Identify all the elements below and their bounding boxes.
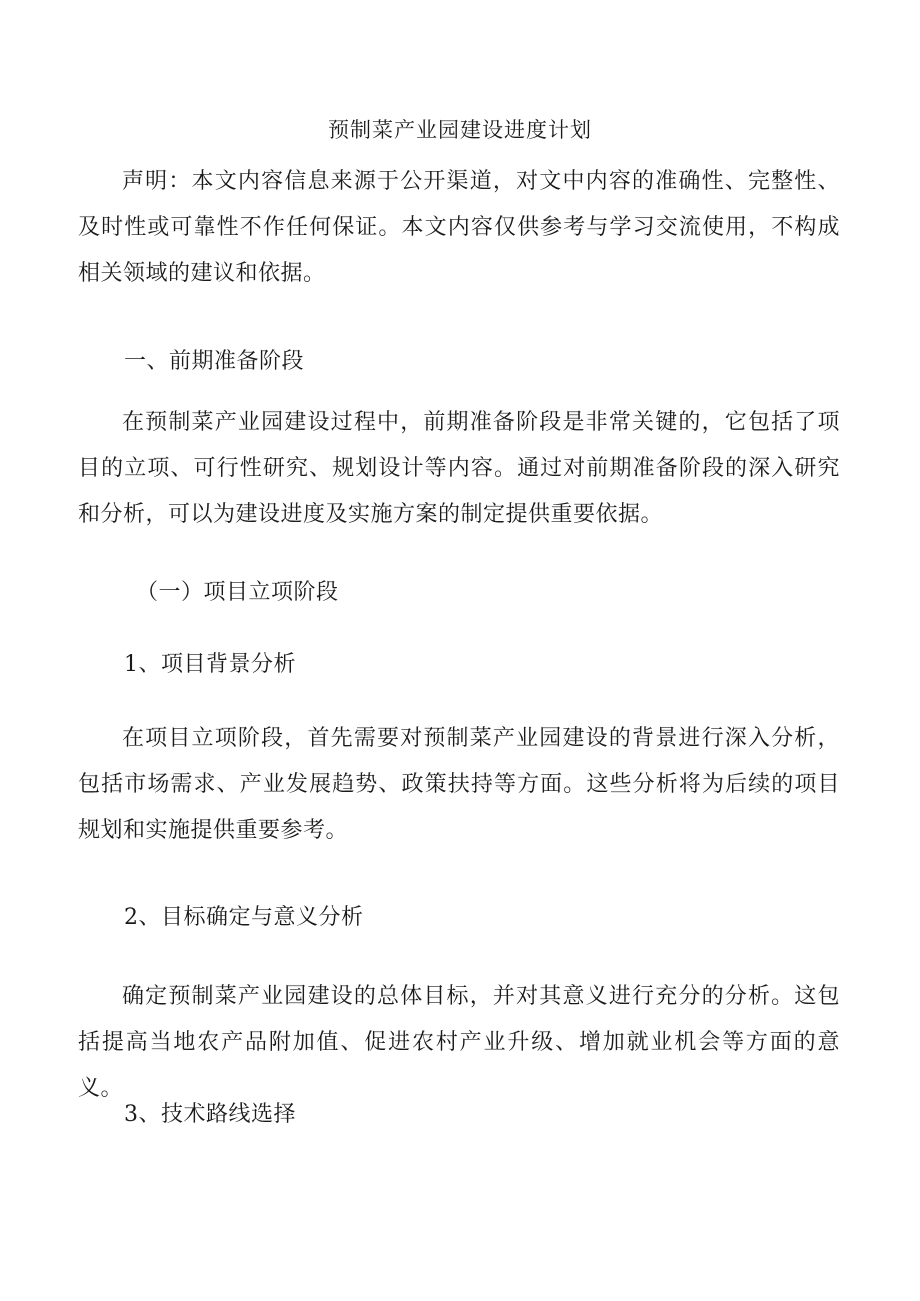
item-paragraph-goals: 确定预制菜产业园建设的总体目标，并对其意义进行充分的分析。这包括提高当地农产品附加值、促进农村产业升级、增加就业机会等方面的意义。 [78,984,840,1101]
disclaimer-paragraph: 声明：本文内容信息来源于公开渠道，对文中内容的准确性、完整性、及时性或可靠性不作任何保证。本文内容仅供参考与学习交流使用，不构成相关领域的建议和依据。 [78,169,840,286]
section-heading-preparation: 一、前期准备阶段 [124,349,305,374]
item-heading-background: 1、项目背景分析 [124,652,296,677]
subsection-heading-approval: （一）项目立项阶段 [136,580,339,605]
item-heading-goals: 2、目标确定与意义分析 [124,905,364,930]
section-intro-paragraph: 在预制菜产业园建设过程中，前期准备阶段是非常关键的，它包括了项目的立项、可行性研究、规划设计等内容。通过对前期准备阶段的深入研究和分析，可以为建设进度及实施方案的制定提供重要依据。 [78,410,840,527]
document-title: 预制菜产业园建设进度计划 [328,118,592,142]
item-paragraph-background: 在项目立项阶段，首先需要对预制菜产业园建设的背景进行深入分析，包括市场需求、产业发展趋势、政策扶持等方面。这些分析将为后续的项目规划和实施提供重要参考。 [78,726,840,843]
item-heading-technology: 3、技术路线选择 [124,1102,296,1127]
